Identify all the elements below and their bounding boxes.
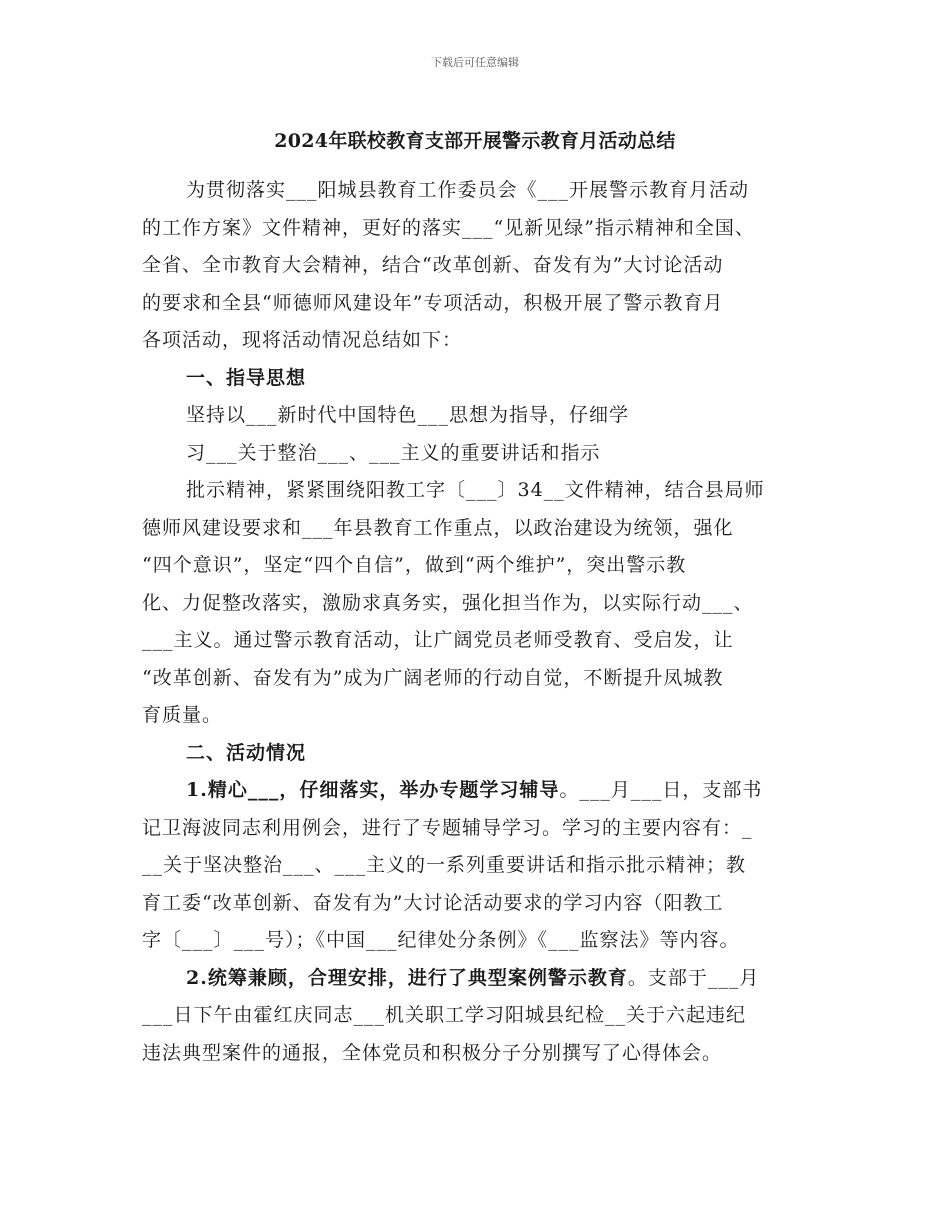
paragraph-line: 的工作方案》文件精神，更好的落实___“见新见绿”指示精神和全国、 xyxy=(142,216,755,239)
paragraph-line: 德师风建设要求和___年县教育工作重点，以政治建设为统领，强化 xyxy=(142,516,734,539)
paragraph-line: 育工委“改革创新、奋发有为”大讨论活动要求的学习内容（阳教工 xyxy=(142,891,724,914)
item-lead-rest: 。___月___日，支部书 xyxy=(559,779,763,801)
document-body xyxy=(142,172,832,1072)
paragraph-line: 化、力促整改落实，激励求真务实，强化担当作为，以实际行动___、 xyxy=(142,591,754,614)
section-heading: 一、指导思想 xyxy=(186,366,307,389)
paragraph-line: “改革创新、奋发有为”成为广阔老师的行动自觉，不断提升凤城教 xyxy=(142,666,724,689)
paragraph-line: 习___关于整治___、___主义的重要讲话和指示 xyxy=(186,441,601,464)
header-note: 下载后可任意编辑 xyxy=(431,56,519,69)
section-heading: 二、活动情况 xyxy=(186,741,307,764)
paragraph-line xyxy=(142,960,832,998)
paragraph-line: 违法典型案件的通报，全体党员和积极分子分别撰写了心得体会。 xyxy=(142,1041,723,1064)
document-title: 2024年联校教育支部开展警示教育月活动总结 xyxy=(274,130,676,152)
paragraph-line xyxy=(142,772,832,810)
paragraph-line: 全省、全市教育大会精神，结合“改革创新、奋发有为”大讨论活动 xyxy=(142,254,724,276)
item-lead: 1.精心___，仔细落实，举办专题学习辅导 xyxy=(186,779,560,801)
paragraph-line: 字〔___〕___号）；《中国___纪律处分条例》《___监察法》等内容。 xyxy=(142,929,740,951)
item-lead: 2.统筹兼顾，合理安排，进行了典型案例警示教育 xyxy=(186,966,628,989)
paragraph-line: 为贯彻落实___阳城县教育工作委员会《___开展警示教育月活动 xyxy=(186,179,750,201)
paragraph-line: 记卫海波同志利用例会，进行了专题辅导学习。学习的主要内容有：_ xyxy=(142,816,753,839)
paragraph-line: __关于坚决整治___、___主义的一系列重要讲话和指示批示精神；教 xyxy=(142,854,747,876)
paragraph-line: ___主义。通过警示教育活动，让广阔党员老师受教育、受启发，让 xyxy=(142,629,734,651)
paragraph-line: ___日下午由霍红庆同志___机关职工学习阳城县纪检__关于六起违纪 xyxy=(142,1004,747,1026)
item-lead-rest: 。支部于___月 xyxy=(627,966,760,989)
paragraph-line: 坚持以___新时代中国特色___思想为指导，仔细学 xyxy=(186,404,630,426)
paragraph-line: 批示精神，紧紧围绕阳教工字〔___〕34__文件精神，结合县局师 xyxy=(186,479,765,501)
paragraph-line: 各项活动，现将活动情况总结如下： xyxy=(142,329,463,351)
paragraph-line: 育质量。 xyxy=(142,704,223,726)
paragraph-line: 的要求和全县“师德师风建设年”专项活动，积极开展了警示教育月 xyxy=(142,291,724,314)
paragraph-line: “四个意识”，坚定“四个自信”，做到“两个维护”，突出警示教 xyxy=(142,554,687,576)
